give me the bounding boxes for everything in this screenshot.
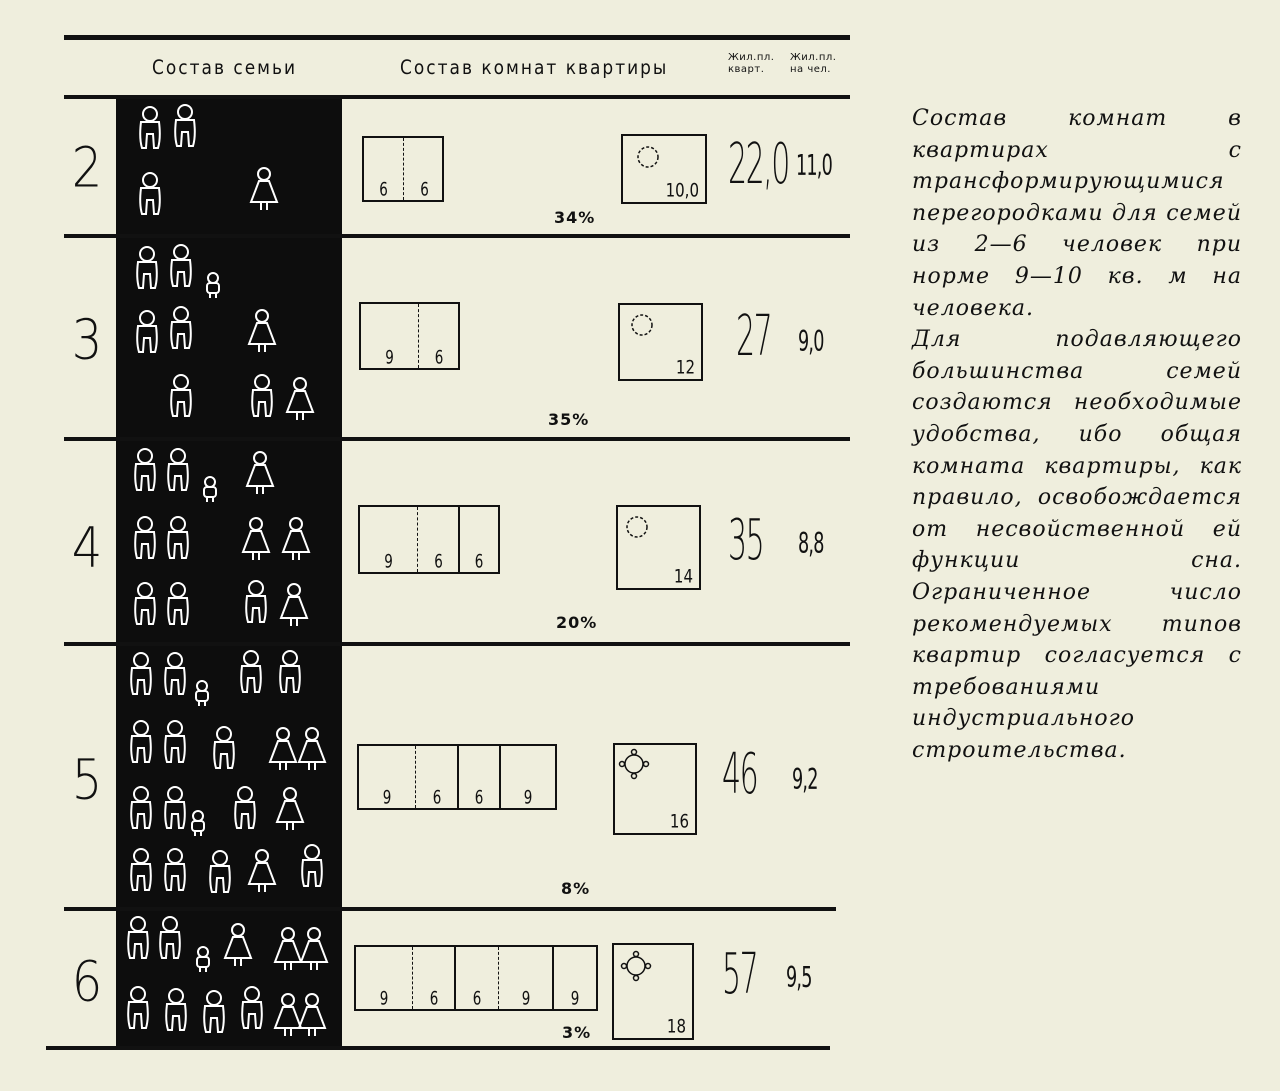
room-area: 6: [434, 549, 443, 573]
area-apartment: 22,0: [728, 132, 789, 198]
common-room-area: 16: [669, 809, 689, 833]
room-area: 9: [521, 986, 531, 1010]
room-area: 6: [429, 986, 439, 1010]
room-area: 6: [434, 345, 444, 369]
area-per-person: 9,0: [798, 326, 824, 359]
area-apartment: 57: [722, 942, 758, 1008]
header-area-person-line2: на чел.: [790, 64, 831, 75]
header-apartment-rooms: Состав комнат квартиры: [400, 56, 669, 80]
header-family-composition: Состав семьи: [152, 56, 298, 80]
area-per-person: 11,0: [796, 150, 832, 183]
room-area: 9: [523, 785, 533, 809]
area-apartment: 35: [728, 508, 764, 574]
area-apartment: 46: [722, 742, 758, 808]
room-area: 6: [432, 785, 442, 809]
room-area: 9: [384, 549, 393, 573]
common-room-area: 18: [666, 1014, 686, 1038]
room-area: 6: [379, 177, 388, 201]
percent: 3%: [562, 1023, 592, 1042]
percent: 20%: [556, 613, 598, 632]
family-size-3: 3: [71, 307, 103, 373]
header-area-apartment-line1: Жил.пл.: [728, 52, 775, 63]
table-with-chairs-icon: [620, 750, 651, 981]
room-area: 6: [474, 549, 484, 573]
common-room-area: 14: [673, 564, 693, 588]
caption-paragraph: Для подавляющего большинства семей создаются необходимые удобства, ибо общая комната квартиры, как правило, освобождается от несвойственной ей функции сна. Ограниченное число рекомендуемых типов квартир согласуется с требованиями индустриального строительства.: [912, 327, 1242, 763]
room-area: 6: [420, 177, 429, 201]
percent: 34%: [554, 208, 596, 227]
family-size-5: 5: [71, 747, 103, 813]
area-per-person: 8,8: [798, 528, 824, 561]
room-area: 6: [474, 785, 484, 809]
caption-paragraph: Состав комнат в квартирах с трансформирующимися перегородками для семей из 2—6 человек при норме 9—10 кв. м на человека.: [912, 106, 1242, 321]
area-apartment: 27: [736, 304, 772, 370]
common-room-area: 12: [675, 355, 695, 379]
family-size-2: 2: [71, 135, 103, 201]
table-icon: [627, 147, 658, 537]
family-size-6: 6: [71, 949, 103, 1015]
header-area-person-line1: Жил.пл.: [790, 52, 837, 63]
percent: 8%: [561, 879, 591, 898]
room-area: 9: [385, 345, 394, 369]
room-area: 9: [379, 986, 389, 1010]
room-area: 6: [472, 986, 482, 1010]
percent: 35%: [548, 410, 590, 429]
area-per-person: 9,2: [792, 764, 818, 797]
area-per-person: 9,5: [786, 962, 812, 995]
header-area-apartment-line2: кварт.: [728, 64, 765, 75]
common-room-area: 10,0: [665, 178, 699, 202]
room-area: 9: [570, 986, 580, 1010]
caption: [912, 103, 1242, 766]
room-area: 9: [382, 785, 392, 809]
family-size-4: 4: [71, 515, 103, 581]
